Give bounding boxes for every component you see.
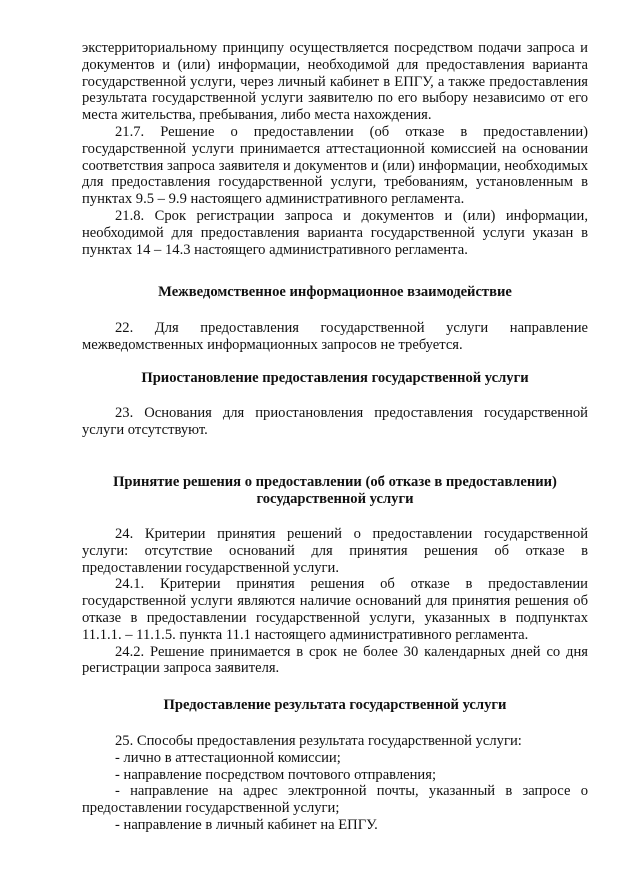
paragraph-24: 24. Критерии принятия решений о предоставлении государственной услуги: отсутствие оснований для принятия решения об отказе в предоставлении государственной услуги. [82, 526, 588, 576]
heading-decision-line1: Принятие решения о предоставлении (об отказе в предоставлении) [113, 474, 557, 490]
intro-block [82, 40, 588, 258]
heading-suspension: Приостановление предоставления государственной услуги [141, 370, 529, 386]
paragraph-21-7: 21.7. Решение о предоставлении (об отказе в предоставлении) государственной услуги принимается аттестационной комиссией на основании соответствия запроса заявителя и документов и (или) информации, необходимых для предоставления государственной услуги, требованиям, установленным в пунктах 9.5 – 9.9 настоящего административного регламента. [82, 123, 588, 208]
decision-block [82, 526, 588, 677]
list-item: - направление на адрес электронной почты, указанный в запросе о предоставлении государственной услуги; [82, 783, 588, 817]
paragraph-25: 25. Способы предоставления результата государственной услуги: [115, 733, 522, 749]
paragraph-21-8: 21.8. Срок регистрации запроса и документов и (или) информации, необходимой для предоставления варианта государственной услуги указан в пунктах 14 – 14.3 настоящего административного регламента. [82, 207, 588, 258]
paragraph-22: 22. Для предоставления государственной услуги направление межведомственных информационных запросов не требуется. [82, 320, 588, 353]
list-item: - направление посредством почтового отправления; [115, 766, 437, 783]
heading-interagency: Межведомственное информационное взаимодействие [158, 284, 512, 300]
interagency-block [82, 320, 588, 354]
intro-paragraph: экстерриториальному принципу осуществляется посредством подачи запроса и документов и (или) информации, необходимой для предоставления варианта государственной услуги, через личный кабинет в ЕПГУ, а также предоставления результата государственной услуги заявителю по его выбору независимо от его места жительства, пребывания, либо места нахождения. [82, 40, 588, 124]
heading-decision [82, 474, 588, 508]
result-block [82, 733, 588, 834]
paragraph-24-2: 24.2. Решение принимается в срок не более 30 календарных дней со дня регистрации запроса заявителя. [82, 643, 588, 677]
heading-decision-line2: государственной услуги [256, 491, 414, 507]
heading-result: Предоставление результата государственной услуги [163, 697, 507, 713]
list-item: - направление в личный кабинет на ЕПГУ. [115, 816, 378, 833]
list-item: - лично в аттестационной комиссии; [115, 749, 341, 766]
paragraph-23: 23. Основания для приостановления предоставления государственной услуги отсутствуют. [82, 405, 588, 438]
suspension-block [82, 405, 588, 439]
paragraph-24-1: 24.1. Критерии принятия решения об отказе в предоставлении государственной услуги являются наличие оснований для принятия решения об отказе в предоставлении государственной услуги, указанных в подпунктах 11.1.1. – 11.1.5. пункта 11.1 настоящего административного регламента. [82, 576, 588, 643]
